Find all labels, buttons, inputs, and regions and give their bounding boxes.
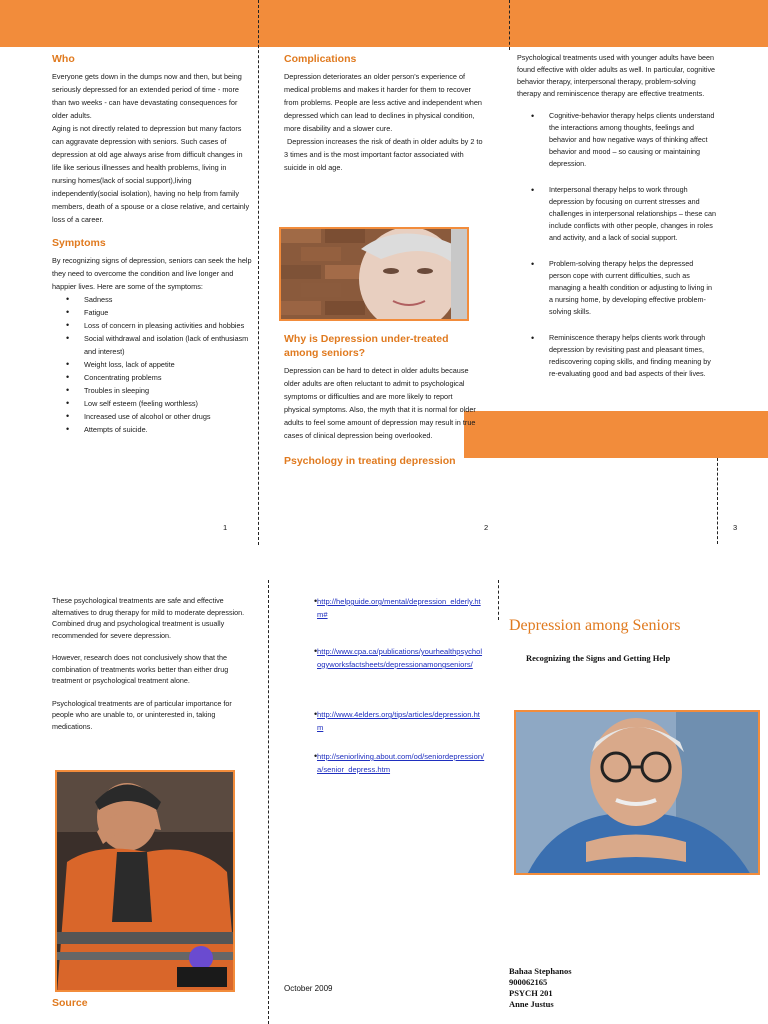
complications-heading: Complications (284, 53, 357, 65)
list-item (300, 750, 486, 776)
why-heading: Why is Depression under-treated among seniors? (284, 333, 449, 359)
list-item: • Social withdrawal and isolation (lack of enthusiasm and interest) (52, 332, 252, 358)
list-item (300, 645, 486, 671)
panel-therapies (517, 52, 717, 380)
complications-paragraph-2: Depression increases the risk of death in older adults by 2 to 3 times and is the most important factor associated with suicide in old age. (284, 137, 483, 172)
stressed-man-image (57, 772, 235, 992)
list-item (300, 708, 486, 734)
therapies-intro: Psychological treatments used with younger adults have been found effective with older adults as well. In particular, cognitive behavior therapy, interpersonal therapy, problem-solving therapy and reminiscence therapy are effective treatments. (517, 53, 716, 98)
panel-treatment-notes (52, 595, 252, 732)
treatment-paragraph-3: Psychological treatments are of particular importance for people who are unable to, or uninterested in, taking medications. (52, 698, 232, 731)
fold-line-top-left (258, 0, 259, 545)
course-code: PSYCH 201 (509, 988, 553, 998)
list-item: • Concentrating problems (52, 371, 252, 384)
source-link-helpguide[interactable]: http://helpguide.org/mental/depression_elderly.htm# (317, 597, 481, 619)
author-name: Bahaa Stephanos (509, 966, 572, 976)
source-link-cpa[interactable]: http://www.cpa.ca/publications/yourhealthpsychologyworksfactsheets/depressionamongseniors/ (317, 647, 483, 669)
who-heading: Who (52, 53, 75, 65)
list-item: • Weight loss, lack of appetite (52, 358, 252, 371)
list-item: • Interpersonal therapy helps to work through depression by focusing on current stresses and challenges in interpersonal relationships – these can include conflicts with other people, changes in roles and activity, and a lack of social support. (517, 184, 717, 244)
stressed-man-photo (55, 770, 235, 992)
panel-who-symptoms (52, 52, 252, 436)
student-id: 900062165 (509, 977, 548, 987)
source-link-4elders[interactable]: http://www.4elders.org/tips/articles/depression.htm (317, 710, 480, 732)
fold-line-top-right-lower (717, 458, 718, 544)
brochure-title: Depression among Seniors (509, 617, 681, 634)
list-item: • Attempts of suicide. (52, 423, 252, 436)
source-heading: Source (52, 997, 88, 1009)
brochure-subtitle: Recognizing the Signs and Getting Help (526, 653, 671, 663)
elderly-man-photo (514, 710, 760, 875)
list-item (300, 595, 486, 621)
who-paragraph-2: Aging is not directly related to depression but many factors can aggravate depression with seniors. Such cases of depression at old age always arise from difficult changes in life like serious illnesses and health problems, living in nursing homes(lack of social support),living independently(social isolation), having no help from family members, death of a spouse or a close relative, and certainly loss of a career. (52, 124, 250, 224)
list-item: • Increased use of alcohol or other drugs (52, 410, 252, 423)
psychology-heading: Psychology in treating depression (284, 455, 456, 467)
fold-line-bottom-left (268, 580, 269, 1024)
fold-line-bottom-right (498, 580, 499, 620)
list-item: • Low self esteem (feeling worthless) (52, 397, 252, 410)
source-links-list (300, 595, 486, 776)
top-orange-band (0, 0, 768, 47)
who-paragraph-1: Everyone gets down in the dumps now and then, but being seriously depressed for an extended period of time - more than two weeks - can have devastating consequences for older adults. (52, 72, 242, 120)
elderly-woman-image (281, 229, 469, 321)
list-item: • Cognitive-behavior therapy helps clients understand the interactions among thoughts, feelings and behavior and how negative ways of thinking affect behavior and mood – so causing or maintaining depression. (517, 110, 717, 170)
treatment-paragraph-2: However, research does not conclusively show that the combination of treatments works better than either drug treatment or psychological treatment alone. (52, 653, 229, 685)
panel-links (300, 595, 486, 776)
complications-paragraph-1: Depression deteriorates an older person's experience of medical problems and makes it harder for them to recover from problems. People are less active and independent when depressed which can lead to declines in physical condition, more disability and a slower cure. (284, 72, 482, 133)
treatment-paragraph-1: These psychological treatments are safe and effective alternatives to drug therapy for mild to moderate depression. Combined drug and psychological treatment is usually recommended for severe depression. (52, 596, 245, 640)
page-number-3: 3 (733, 523, 738, 532)
panel-under-treated (284, 332, 479, 472)
list-item: • Reminiscence therapy helps clients work through depression by revisiting past and pleasant times, rediscovering coping skills, and finding meaning by re-evaluating good and bad aspects of their lives. (517, 332, 717, 380)
author-credits (509, 966, 572, 1010)
fold-line-top-right (509, 0, 510, 50)
instructor-name: Anne Justus (509, 999, 554, 1009)
brochure-date: October 2009 (284, 984, 333, 993)
why-paragraph: Depression can be hard to detect in older adults because older adults are often reluctant to admit to psychological symptoms or difficulties and are more likely to report physical symptoms. Also, the myth that it is normal for older adults to feel some amount of depression may result in true cases of clinical depression being overlooked. (284, 366, 476, 440)
therapies-list (517, 110, 717, 380)
symptoms-list (52, 293, 252, 436)
list-item: • Fatigue (52, 306, 252, 319)
panel-complications (284, 52, 484, 174)
elderly-man-image (516, 712, 760, 875)
page-number-2: 2 (484, 523, 489, 532)
source-link-seniorliving[interactable]: http://seniorliving.about.com/od/seniordepression/a/senior_depress.htm (317, 752, 485, 774)
symptoms-intro: By recognizing signs of depression, seniors can seek the help they need to overcome the condition and live longer and happier lives. Here are some of the symptoms: (52, 256, 252, 291)
elderly-woman-photo (279, 227, 469, 321)
mid-orange-band (464, 411, 768, 458)
list-item: • Sadness (52, 293, 252, 306)
symptoms-heading: Symptoms (52, 237, 106, 249)
list-item: • Loss of concern in pleasing activities and hobbies (52, 319, 252, 332)
list-item: • Problem-solving therapy helps the depressed person cope with current difficulties, such as managing a health condition or adjusting to living in a nursing home, by developing effective problem-solving skills. (517, 258, 717, 318)
list-item: • Troubles in sleeping (52, 384, 252, 397)
page-number-1: 1 (223, 523, 228, 532)
